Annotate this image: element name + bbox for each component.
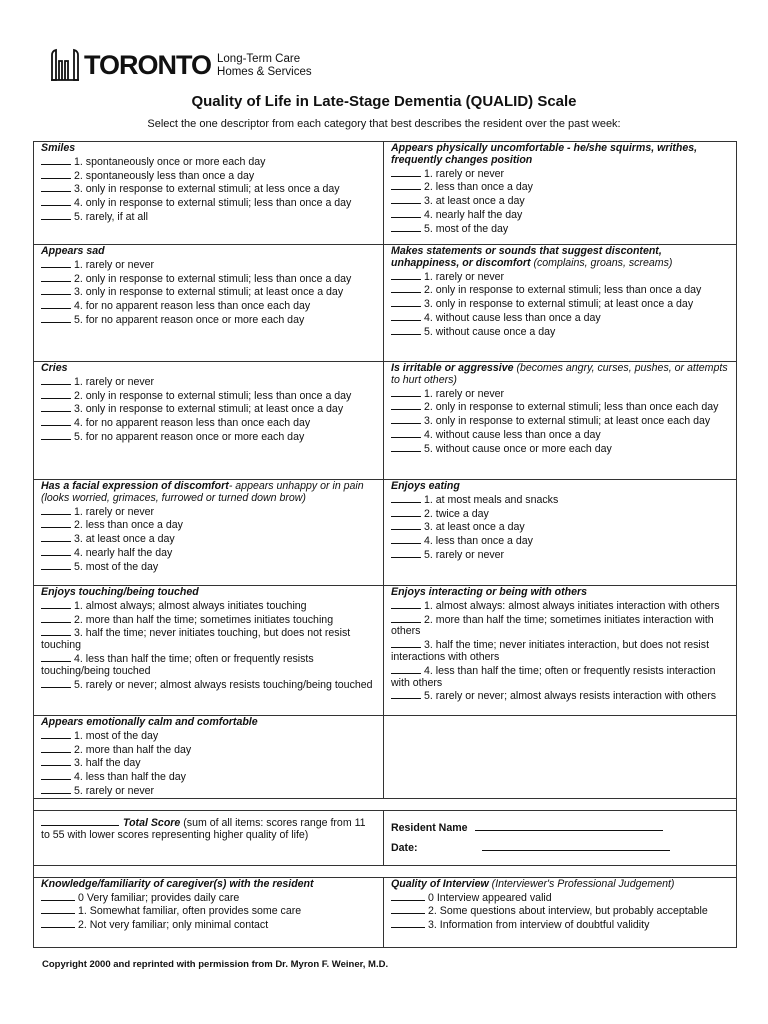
total-score: Total Score (sum of all items: scores range from 11 to 55 with lower scores representing higher quality of life) (34, 810, 384, 865)
option[interactable]: 4. only in response to external stimuli; less than once a day (41, 196, 377, 210)
spacer-row (34, 798, 737, 810)
option[interactable]: 3. at least once a day (391, 194, 730, 208)
item-calm: Appears emotionally calm and comfortable 1. most of the day 2. more than half the day 3. half the day 4. less than half the day 5. rarely or never (34, 716, 384, 799)
option[interactable]: 3. only in response to external stimuli; at least once each day (391, 414, 730, 428)
option[interactable]: 3. half the time; never initiates touching, but does not resist touching (41, 627, 351, 652)
option[interactable]: 1. rarely or never (391, 270, 730, 284)
row-3 (34, 362, 737, 480)
total-row (34, 810, 737, 865)
empty-cell (384, 716, 737, 799)
resident-name-label: Resident Name (391, 821, 468, 834)
option[interactable]: 3. only in response to external stimuli; at least once a day (41, 402, 377, 416)
option[interactable]: 4. for no apparent reason less than once each day (41, 416, 377, 430)
spacer-row (34, 865, 737, 877)
option[interactable]: 5. for no apparent reason once or more each day (41, 430, 377, 444)
city-hall-logo-icon (50, 47, 80, 81)
date-input[interactable] (482, 841, 670, 851)
option[interactable]: 1. Somewhat familiar, often provides some care (41, 904, 377, 918)
option[interactable]: 3. half the day (41, 756, 377, 770)
option[interactable]: 1. most of the day (41, 729, 377, 743)
option[interactable]: 3. at least once a day (41, 532, 377, 546)
option[interactable]: 1. rarely or never (391, 387, 730, 401)
option[interactable]: 3. only in response to external stimuli; at least once a day (391, 297, 730, 311)
option[interactable]: 3. only in response to external stimuli; at less once a day (41, 182, 377, 196)
option[interactable]: 4. without cause less than once a day (391, 311, 730, 325)
option[interactable]: 2. only in response to external stimuli; less than once a day (41, 389, 377, 403)
copyright-notice: Copyright 2000 and reprinted with permission from Dr. Myron F. Weiner, M.D. (42, 959, 389, 970)
option[interactable]: 1. rarely or never (391, 167, 730, 181)
option[interactable]: 2. Not very familiar; only minimal contact (41, 918, 377, 932)
item-discontent: Makes statements or sounds that suggest discontent, unhappiness, or discomfort (complains, groans, screams) 1. rarely or never 2. only in response to external stimuli; less than once a day 3. only in response to external stimuli; at least once a day 4. without cause less than once a day 5. without cause once a day (384, 245, 737, 362)
resident-name-input[interactable] (475, 821, 663, 831)
row-6 (34, 716, 737, 799)
item-facial: Has a facial expression of discomfort- appears unhappy or in pain (looks worried, grimaces, furrowed or turned down brow) 1. rarely or never 2. less than once a day 3. at least once a day 4. nearly half the day 5. most of the day (34, 480, 384, 586)
option[interactable]: 4. less than half the time; often or frequently resists interaction with others (391, 664, 716, 689)
option[interactable]: 1. spontaneously once or more each day (41, 155, 377, 169)
item-irritable: Is irritable or aggressive (becomes angry, curses, pushes, or attempts to hurt others) 1. rarely or never 2. only in response to external stimuli; less than once each day 3. only in response to external stimuli; at least once each day 4. without cause less than once a day 5. without cause once or more each day (384, 362, 737, 480)
item-interacting: Enjoys interacting or being with others 1. almost always: almost always initiates interaction with others 2. more than half the time; sometimes initiates interaction with others 3. half the time; never initiates interaction, but does not resist interactions with others 4. less than half the time; often or frequently resists interaction with others 5. rarely or never; almost always resists interaction with others (384, 586, 737, 716)
total-score-input[interactable] (41, 816, 119, 826)
option[interactable]: 5. rarely or never; almost always resists interaction with others (391, 689, 730, 703)
qualid-form (33, 141, 737, 948)
option[interactable]: 2. only in response to external stimuli; less than once a day (391, 283, 730, 297)
option[interactable]: 2. twice a day (391, 507, 730, 521)
item-uncomfortable: Appears physically uncomfortable - he/she squirms, writhes, frequently changes position 1. rarely or never 2. less than once a day 3. at least once a day 4. nearly half the day 5. most of the day (384, 142, 737, 245)
option[interactable]: 1. rarely or never (41, 258, 377, 272)
interview-quality: Quality of Interview (Interviewer's Professional Judgement) 0 Interview appeared valid 2. Some questions about interview, but probably acceptable 3. Information from interview of doubtful validity (384, 877, 737, 947)
option[interactable]: 2. more than half the day (41, 743, 377, 757)
option[interactable]: 5. without cause once a day (391, 325, 730, 339)
option[interactable]: 1. rarely or never (41, 505, 377, 519)
option[interactable]: 5. rarely or never; almost always resists touching/being touched (41, 678, 377, 692)
item-smiles: Smiles 1. spontaneously once or more each day 2. spontaneously less than once a day 3. only in response to external stimuli; at less once a day 4. only in response to external stimuli; less than once a day 5. rarely, if at all (34, 142, 384, 245)
row-4 (34, 480, 737, 586)
option[interactable]: 2. only in response to external stimuli; less than once each day (391, 400, 730, 414)
option[interactable]: 5. without cause once or more each day (391, 442, 730, 456)
option[interactable]: 0 Interview appeared valid (391, 891, 730, 905)
option[interactable]: 4. less than half the time; often or frequently resists touching/being touched (41, 652, 314, 677)
option[interactable]: 0 Very familiar; provides daily care (41, 891, 377, 905)
option[interactable]: 4. for no apparent reason less than once each day (41, 299, 377, 313)
caregiver-familiarity: Knowledge/familiarity of caregiver(s) with the resident 0 Very familiar; provides daily care 1. Somewhat familiar, often provides some care 2. Not very familiar; only minimal contact (34, 877, 384, 947)
header (50, 44, 312, 84)
option[interactable]: 4. less than once a day (391, 534, 730, 548)
option[interactable]: 5. most of the day (41, 560, 377, 574)
option[interactable]: 5. for no apparent reason once or more each day (41, 313, 377, 327)
option[interactable]: 4. nearly half the day (391, 208, 730, 222)
item-cries: Cries 1. rarely or never 2. only in response to external stimuli; less than once a day 3. only in response to external stimuli; at least once a day 4. for no apparent reason less than once each day 5. for no apparent reason once or more each day (34, 362, 384, 480)
option[interactable]: 4. without cause less than once a day (391, 428, 730, 442)
option[interactable]: 4. less than half the day (41, 770, 377, 784)
option[interactable]: 2. less than once a day (41, 518, 377, 532)
option[interactable]: 2. more than half the time; sometimes initiates touching (41, 613, 377, 627)
option[interactable]: 5. rarely, if at all (41, 210, 377, 224)
option[interactable]: 2. Some questions about interview, but probably acceptable (391, 904, 730, 918)
option[interactable]: 5. most of the day (391, 222, 730, 236)
row-1 (34, 142, 737, 245)
option[interactable]: 1. almost always; almost always initiates touching (41, 599, 377, 613)
row-5 (34, 586, 737, 716)
option[interactable]: 1. almost always: almost always initiates interaction with others (391, 599, 730, 613)
option[interactable]: 4. nearly half the day (41, 546, 377, 560)
option[interactable]: 3. Information from interview of doubtful validity (391, 918, 730, 932)
option[interactable]: 1. rarely or never (41, 375, 377, 389)
option[interactable]: 2. spontaneously less than once a day (41, 169, 377, 183)
option[interactable]: 2. more than half the time; sometimes initiates interaction with others (391, 613, 714, 638)
option[interactable]: 5. rarely or never (41, 784, 377, 798)
item-touching: Enjoys touching/being touched 1. almost always; almost always initiates touching 2. more than half the time; sometimes initiates touching 3. half the time; never initiates touching, but does not resist touching 4. less than half the time; often or frequently resists touching/being touched 5. rarely or never; almost always resists touching/being touched (34, 586, 384, 716)
option[interactable]: 5. rarely or never (391, 548, 730, 562)
row-2 (34, 245, 737, 362)
logo-wordmark: TORONTO (84, 50, 212, 80)
instructions: Select the one descriptor from each category that best describes the resident over the past week: (147, 118, 621, 130)
resident-info (384, 810, 737, 865)
logo-subtitle: Long-Term Care Homes & Services (217, 53, 312, 78)
date-label: Date: (391, 841, 418, 854)
option[interactable]: 2. less than once a day (391, 180, 730, 194)
option[interactable]: 3. half the time; never initiates interaction, but does not resist interactions with others (391, 639, 710, 663)
assessment-row (34, 877, 737, 947)
item-eating: Enjoys eating 1. at most meals and snacks 2. twice a day 3. at least once a day 4. less than once a day 5. rarely or never (384, 480, 737, 586)
option[interactable]: 3. at least once a day (391, 520, 730, 534)
page-title: Quality of Life in Late-Stage Dementia (QUALID) Scale (191, 93, 577, 110)
option[interactable]: 2. only in response to external stimuli; less than once a day (41, 272, 377, 286)
option[interactable]: 3. only in response to external stimuli; at least once a day (41, 285, 377, 299)
item-sad: Appears sad 1. rarely or never 2. only in response to external stimuli; less than once a day 3. only in response to external stimuli; at least once a day 4. for no apparent reason less than once each day 5. for no apparent reason once or more each day (34, 245, 384, 362)
option[interactable]: 1. at most meals and snacks (391, 493, 730, 507)
